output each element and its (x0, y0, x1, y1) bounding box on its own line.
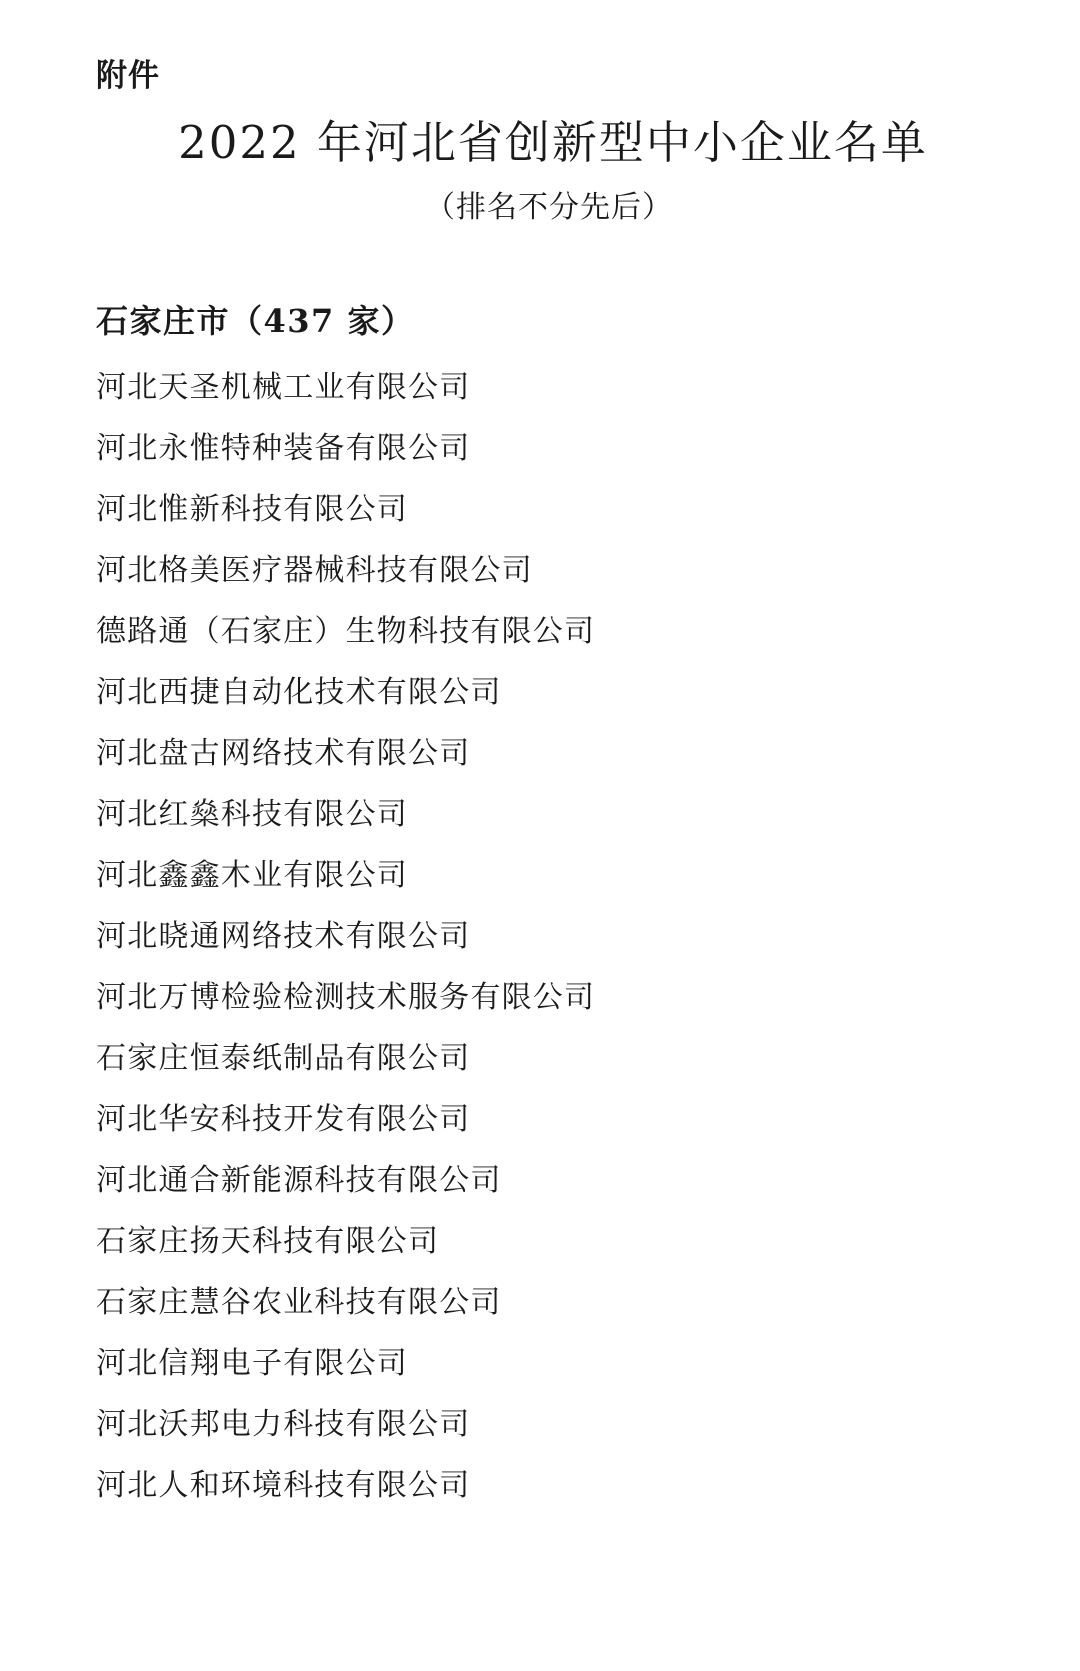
page-subtitle: （排名不分先后） (425, 189, 673, 225)
list-item: 河北万博检验检测技术服务有限公司 (96, 979, 596, 1015)
list-item: 河北华安科技开发有限公司 (96, 1101, 471, 1137)
company-list (96, 357, 984, 1516)
list-item: 河北人和环境科技有限公司 (96, 1467, 471, 1503)
section-shijiazhuang (96, 301, 984, 1516)
list-item: 石家庄恒泰纸制品有限公司 (96, 1040, 471, 1076)
attachment-label: 附件 (96, 58, 160, 94)
list-item: 河北沃邦电力科技有限公司 (96, 1406, 471, 1442)
list-item: 河北盘古网络技术有限公司 (96, 735, 471, 771)
list-item: 河北鑫鑫木业有限公司 (96, 857, 408, 893)
page-title: 2022 年河北省创新型中小企业名单 (178, 116, 928, 170)
list-item: 河北红燊科技有限公司 (96, 796, 408, 832)
list-item: 河北永惟特种装备有限公司 (96, 430, 471, 466)
list-item: 河北惟新科技有限公司 (96, 491, 408, 527)
list-item: 石家庄慧谷农业科技有限公司 (96, 1284, 502, 1320)
list-item: 石家庄扬天科技有限公司 (96, 1223, 440, 1259)
list-item: 河北天圣机械工业有限公司 (96, 369, 471, 405)
list-item: 河北西捷自动化技术有限公司 (96, 674, 502, 710)
list-item: 河北晓通网络技术有限公司 (96, 918, 471, 954)
list-item: 德路通（石家庄）生物科技有限公司 (96, 613, 596, 649)
section-heading: 石家庄市（437 家） (96, 301, 415, 340)
list-item: 河北信翔电子有限公司 (96, 1345, 408, 1381)
list-item: 河北格美医疗器械科技有限公司 (96, 552, 533, 588)
list-item: 河北通合新能源科技有限公司 (96, 1162, 502, 1198)
